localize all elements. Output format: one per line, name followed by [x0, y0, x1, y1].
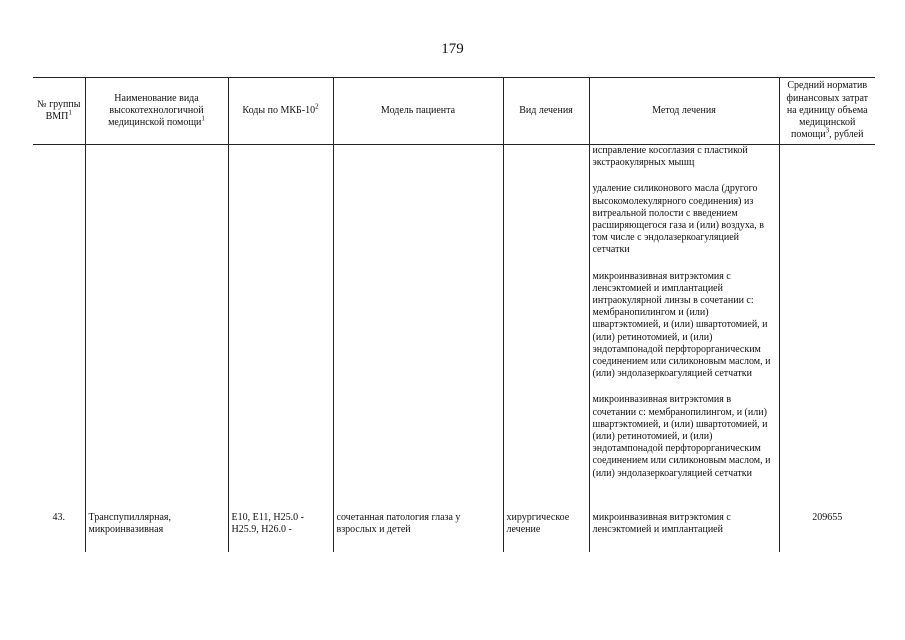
- cell-treatment-method: микроинвазивная витрэктомия с ленсэктомией и имплантацией: [589, 512, 779, 552]
- cell-treatment-methods: [589, 145, 779, 513]
- cell-icd-codes: E10, E11, H25.0 - H25.9, H26.0 -: [228, 512, 333, 552]
- cell-empty: [779, 145, 875, 513]
- cell-empty: [503, 145, 589, 513]
- header-icd-codes: Коды по МКБ-$10^2$: [228, 78, 333, 145]
- table-row-43: [33, 512, 875, 552]
- method-paragraph: удаление силиконового масла (другого высокомолекулярного соединения) из витреальной полости с введением расширяющегося газа и (или) воздуха, в том числе с эндолазеркоагуляцией сетчатки: [592, 183, 764, 256]
- page-number: 179: [441, 41, 464, 57]
- header-treatment-method: Метод лечения: [589, 78, 779, 145]
- vmp-table: [33, 77, 875, 552]
- method-paragraph: исправление косоглазия с пластикой экстраокулярных мышц: [592, 145, 748, 169]
- cell-treatment-type: хирургическое лечение: [503, 512, 589, 552]
- cell-empty: [33, 145, 85, 513]
- cell-empty: [333, 145, 503, 513]
- table-header-row: [33, 78, 875, 145]
- cell-average-cost: 209655: [779, 512, 875, 552]
- cell-patient-model: сочетанная патология глаза у взрослых и детей: [333, 512, 503, 552]
- cell-empty: [228, 145, 333, 513]
- method-paragraph: микроинвазивная витрэктомия в сочетании с: мембранопилингом, и (или) швартэктомией, и (или) швартотомией, и (или) ретинотомией, и (или) эндотампонадой перфторорганическим соединением или силиконовым маслом, и (или) эндолазеркоагуляцией сетчатки: [592, 394, 771, 479]
- cell-group-number: 43.: [52, 512, 65, 523]
- cell-empty: [85, 145, 228, 513]
- header-group-number: № группы ВМП$^1$: [33, 78, 85, 145]
- header-average-cost: Средний норматив финансовых затрат на единицу объема медицинской помощи$^3$, рублей: [779, 78, 875, 145]
- method-paragraph: микроинвазивная витрэктомия с ленсэктомией и имплантацией интраокулярной линзы в сочетании с: мембранопилингом и (или) швартэктомией, и (или) швартотомией, и (или) ретинотомией, и (или) эндотампонадой перфторорганическим соединением или силиконовым маслом, и (или) эндолазеркоагуляцией сетчатки: [592, 270, 771, 380]
- cell-care-type-name: Транспупиллярная, микроинвазивная: [85, 512, 228, 552]
- header-patient-model: Модель пациента: [333, 78, 503, 145]
- header-treatment-type: Вид лечения: [503, 78, 589, 145]
- table-row-continued: [33, 145, 875, 513]
- header-care-type-name: Наименование вида высокотехнологичной медицинской помощи$^1$: [85, 78, 228, 145]
